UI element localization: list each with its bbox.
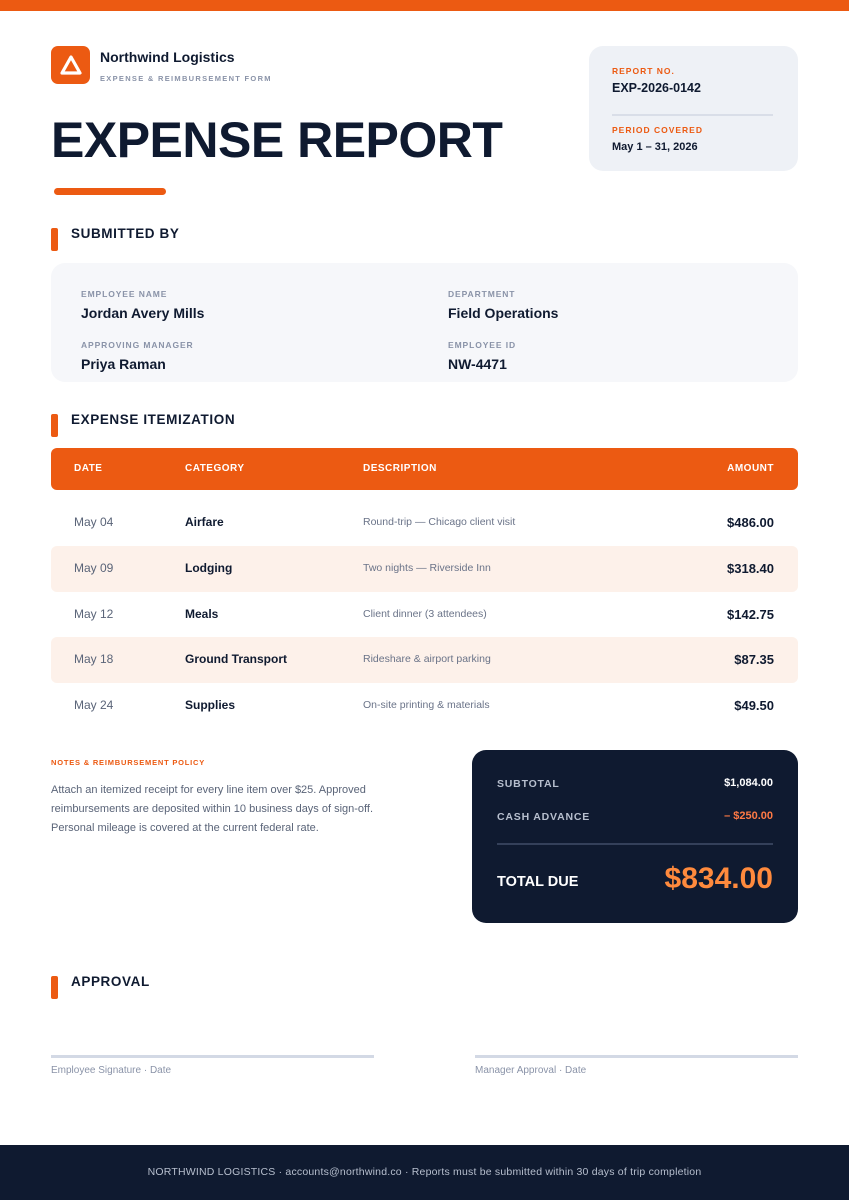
field-value: NW-4471 (448, 356, 507, 372)
row-date: May 18 (74, 652, 114, 666)
row-description: Client dinner (3 attendees) (363, 608, 487, 620)
field-label: APPROVING MANAGER (81, 340, 194, 350)
field-label: EMPLOYEE ID (448, 340, 516, 350)
row-amount: $142.75 (727, 607, 774, 622)
company-logo (51, 46, 90, 84)
total-due-label: TOTAL DUE (497, 874, 579, 890)
report-number: EXP-2026-0142 (612, 81, 701, 95)
title-underline (54, 188, 166, 195)
field-label: EMPLOYEE NAME (81, 289, 168, 299)
row-amount: $486.00 (727, 515, 774, 530)
field-label: DEPARTMENT (448, 289, 516, 299)
row-amount: $49.50 (734, 698, 774, 713)
totals-divider (497, 843, 773, 845)
row-date: May 09 (74, 561, 114, 575)
column-header-amount: AMOUNT (727, 463, 774, 474)
table-header (51, 448, 798, 490)
footer (0, 1145, 849, 1200)
period-value: May 1 – 31, 2026 (612, 141, 698, 153)
manager-signature-label: Manager Approval · Date (475, 1065, 587, 1076)
table-row (51, 500, 798, 546)
card-divider (612, 114, 773, 116)
advance-label: CASH ADVANCE (497, 811, 591, 823)
row-description: Two nights — Riverside Inn (363, 562, 491, 574)
column-header-category: CATEGORY (185, 463, 245, 474)
section-marker (51, 228, 58, 251)
row-category: Supplies (185, 698, 236, 712)
page-title: EXPENSE REPORT (51, 112, 503, 168)
field-value: Jordan Avery Mills (81, 305, 205, 321)
advance-value: – $250.00 (724, 810, 773, 822)
row-description: On-site printing & materials (363, 699, 490, 711)
row-category: Lodging (185, 561, 233, 575)
subtotal-label: SUBTOTAL (497, 778, 560, 790)
row-category: Airfare (185, 515, 224, 529)
field-value: Field Operations (448, 305, 559, 321)
column-header-date: DATE (74, 463, 103, 474)
manager-signature-line (475, 1055, 798, 1058)
employee-signature-line (51, 1055, 374, 1058)
manager-field (81, 340, 194, 372)
table-row (51, 637, 798, 683)
report-info-card (589, 46, 798, 171)
column-header-description: DESCRIPTION (363, 463, 437, 474)
row-description: Round-trip — Chicago client visit (363, 516, 516, 528)
row-date: May 04 (74, 515, 114, 529)
company-subtitle: EXPENSE & REIMBURSEMENT FORM (100, 74, 272, 83)
report-number-label: REPORT NO. (612, 66, 675, 76)
table-row (51, 592, 798, 638)
triangle-icon (60, 55, 82, 75)
section-marker (51, 976, 58, 999)
notes-text: Attach an itemized receipt for every line item over $25. Approved reimbursements are deposited within 10 business days of sign-off. Personal mileage is covered at the current federal rate. (51, 784, 374, 834)
company-name: Northwind Logistics (100, 49, 235, 65)
row-date: May 24 (74, 698, 114, 712)
section-marker (51, 414, 58, 437)
row-amount: $318.40 (727, 561, 774, 576)
section-title: EXPENSE ITEMIZATION (71, 412, 236, 427)
row-amount: $87.35 (734, 652, 774, 667)
subtotal-value: $1,084.00 (724, 777, 773, 789)
period-label: PERIOD COVERED (612, 125, 703, 135)
row-date: May 12 (74, 607, 114, 621)
total-due-value: $834.00 (664, 862, 773, 895)
row-category: Ground Transport (185, 652, 287, 666)
footer-text: NORTHWIND LOGISTICS · accounts@northwind.co · Reports must be submitted within 30 days of trip completion (147, 1166, 702, 1178)
row-description: Rideshare & airport parking (363, 653, 491, 665)
section-title: APPROVAL (71, 974, 150, 989)
notes-label: NOTES & REIMBURSEMENT POLICY (51, 758, 206, 767)
field-value: Priya Raman (81, 356, 166, 372)
employee-signature-label: Employee Signature · Date (51, 1065, 172, 1076)
section-title: SUBMITTED BY (71, 226, 180, 241)
department-field (448, 289, 558, 321)
employee-name-field (81, 289, 204, 321)
employee-id-field (448, 340, 516, 372)
totals-panel (472, 750, 798, 923)
row-category: Meals (185, 607, 219, 621)
table-row (51, 546, 798, 592)
table-row (51, 683, 798, 729)
submitter-card (51, 263, 798, 382)
top-accent-bar (0, 0, 849, 11)
